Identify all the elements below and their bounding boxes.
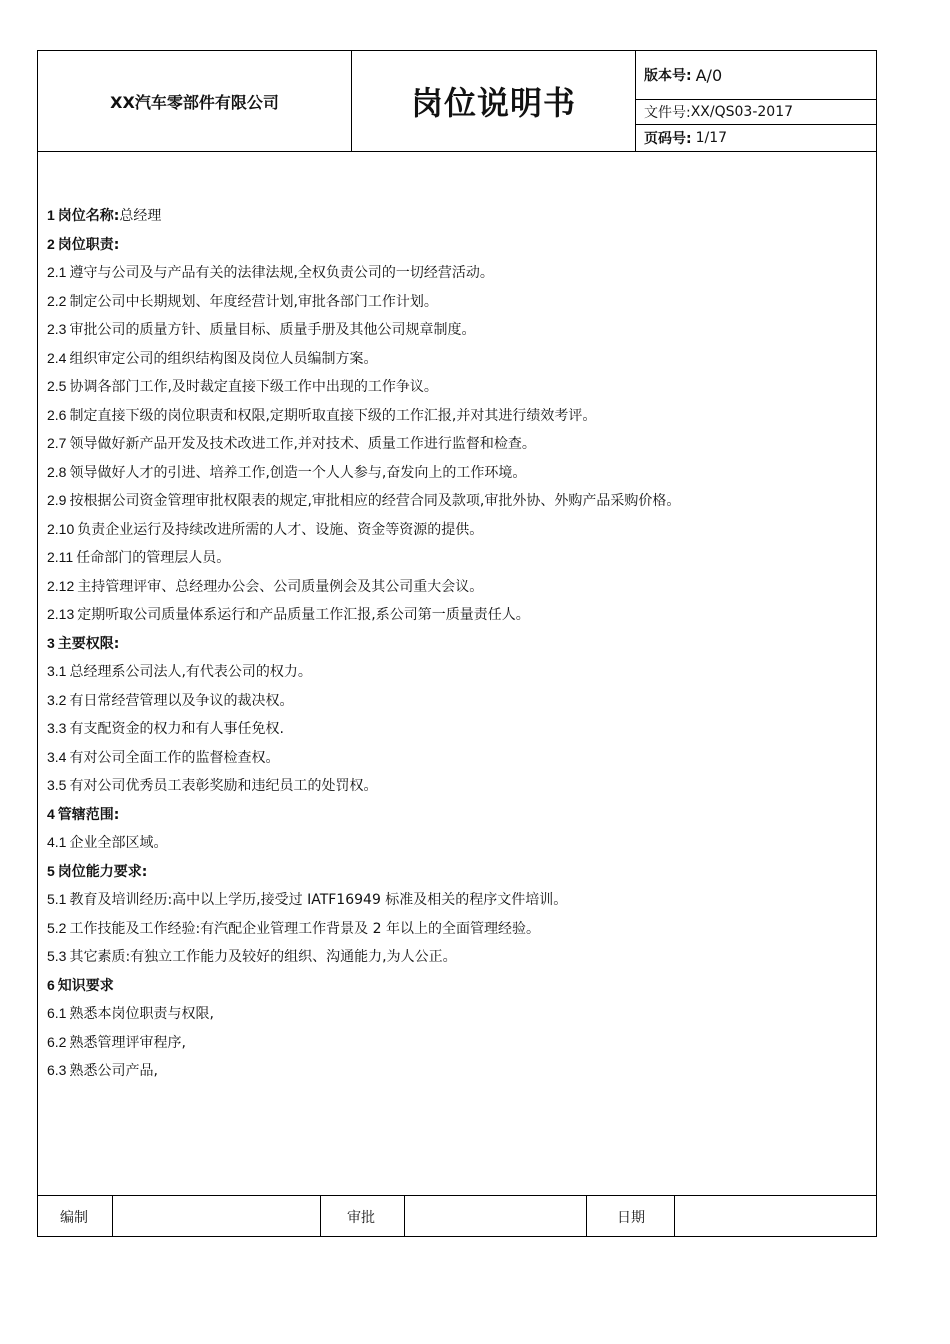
item-number: 2.10 [47,520,75,537]
content-line [47,572,867,601]
item-number: 5.2 [47,919,67,936]
page-number-label: 页码号: [644,131,692,147]
item-text: 教育及培训经历:高中以上学历,接受过 IATF16949 标准及相关的程序文件培训。 [69,892,568,908]
item-number: 2.7 [47,435,67,451]
item-text: 有日常经营管理以及争议的裁决权。 [69,692,294,709]
item-text: 管辖范围: [57,806,120,823]
page-number-row [636,125,876,151]
document-frame [37,50,877,1237]
content-line [47,885,867,914]
item-text: 岗位职责: [57,236,120,253]
item-text: 审批公司的质量方针、质量目标、质量手册及其他公司规章制度。 [69,322,476,338]
item-text: 有支配资金的权力和有人事任免权. [69,721,284,737]
item-text: 任命部门的管理层人员。 [76,550,231,566]
content-line [47,771,867,800]
compile-field[interactable] [113,1196,321,1237]
item-number: 2.3 [47,321,67,337]
file-number-value: XX/QS03-2017 [690,104,794,120]
item-text: 其它素质:有独立工作能力及较好的组织、沟通能力,为人公正。 [69,949,457,965]
content-line [47,372,867,401]
item-number: 1 [47,207,55,223]
section-heading [47,629,867,658]
item-number: 2.1 [47,264,67,280]
section-heading [47,800,867,829]
content-line [47,686,867,715]
section-heading [47,201,867,230]
content-line [47,486,867,515]
item-value: 总经理 [119,208,162,224]
item-text: 领导做好人才的引进、培养工作,创造一个人人参与,奋发向上的工作环境。 [69,464,527,481]
content-line [47,515,867,544]
date-field[interactable] [675,1196,876,1237]
item-text: 制定公司中长期规划、年度经营计划,审批各部门工作计划。 [69,293,438,310]
content-line [47,543,867,572]
file-number-row [636,100,876,125]
item-text: 总经理系公司法人,有代表公司的权力。 [69,664,312,680]
item-number: 6.1 [47,1005,67,1021]
content-line [47,344,867,373]
item-text: 岗位能力要求: [57,863,148,880]
item-number: 4.1 [47,834,67,850]
item-number: 3.3 [47,720,67,736]
company-name: XX汽车零部件有限公司 [38,51,352,151]
item-number: 4 [47,805,55,822]
content-line [47,429,867,458]
content-line [47,258,867,287]
item-number: 3 [47,634,55,651]
item-text: 按根据公司资金管理审批权限表的规定,审批相应的经营合同及款项,审批外协、外购产品采购价格。 [69,493,681,509]
content-line [47,914,867,943]
content-line [47,458,867,487]
item-number: 6 [47,976,55,993]
version-label: 版本号: [644,68,692,84]
document-body [47,201,867,1085]
item-number: 2.4 [47,349,67,366]
approve-label: 审批 [321,1196,405,1237]
item-text: 主持管理评审、总经理办公会、公司质量例会及其公司重大会议。 [77,578,484,595]
content-line [47,714,867,743]
document-header [38,51,876,152]
section-heading [47,857,867,886]
content-line [47,657,867,686]
item-text: 企业全部区域。 [69,835,168,851]
item-text: 组织审定公司的组织结构图及岗位人员编制方案。 [69,350,378,367]
signature-row [38,1195,876,1237]
item-number: 5.3 [47,948,67,964]
content-line [47,999,867,1028]
item-text: 主要权限: [57,635,120,652]
item-number: 3.5 [47,777,67,793]
item-text: 负责企业运行及持续改进所需的人才、设施、资金等资源的提供。 [77,521,484,538]
content-line [47,1056,867,1085]
item-text: 工作技能及工作经验:有汽配企业管理工作背景及 2 年以上的全面管理经验。 [69,920,540,937]
page-number-value: 1/17 [695,130,728,146]
file-number-label: 文件号: [644,105,691,121]
item-number: 3.1 [47,663,67,679]
item-number: 2.2 [47,292,67,309]
item-text: 协调各部门工作,及时裁定直接下级工作中出现的工作争议。 [69,379,438,395]
item-number: 2.8 [47,463,67,480]
content-line [47,828,867,857]
content-line [47,1028,867,1057]
version-value: A/0 [695,65,723,85]
version-row [636,51,876,100]
item-number: 2.6 [47,406,67,423]
section-heading [47,230,867,259]
item-number: 3.4 [47,748,67,765]
item-text: 有对公司全面工作的监督检查权。 [69,749,280,766]
item-text: 遵守与公司及与产品有关的法律法规,全权负责公司的一切经营活动。 [69,265,494,281]
item-number: 6.3 [47,1062,67,1078]
item-text: 熟悉本岗位职责与权限, [69,1006,214,1022]
item-number: 2.11 [47,549,74,565]
item-number: 2 [47,235,55,252]
item-number: 2.13 [47,606,75,622]
approve-field[interactable] [405,1196,587,1237]
item-text: 定期听取公司质量体系运行和产品质量工作汇报,系公司第一质量责任人。 [77,607,530,623]
item-number: 2.5 [47,378,67,394]
item-text: 制定直接下级的岗位职责和权限,定期听取直接下级的工作汇报,并对其进行绩效考评。 [69,407,597,424]
content-line [47,942,867,971]
item-text: 熟悉公司产品, [69,1063,158,1079]
content-line [47,401,867,430]
compile-label: 编制 [38,1196,113,1237]
item-text: 知识要求 [57,977,114,994]
document-title: 岗位说明书 [352,51,636,151]
item-number: 2.12 [47,577,75,594]
section-heading [47,971,867,1000]
item-text: 岗位名称: [57,208,120,224]
content-line [47,287,867,316]
item-number: 6.2 [47,1033,67,1050]
item-text: 有对公司优秀员工表彰奖励和违纪员工的处罚权。 [69,778,378,794]
content-line [47,315,867,344]
item-number: 5 [47,862,55,879]
item-number: 5.1 [47,891,67,907]
item-number: 2.9 [47,492,67,508]
document-meta [636,51,876,151]
date-label: 日期 [587,1196,675,1237]
content-line [47,600,867,629]
item-text: 熟悉管理评审程序, [69,1034,186,1051]
content-line [47,743,867,772]
item-number: 3.2 [47,691,67,708]
item-text: 领导做好新产品开发及技术改进工作,并对技术、质量工作进行监督和检查。 [69,436,536,452]
